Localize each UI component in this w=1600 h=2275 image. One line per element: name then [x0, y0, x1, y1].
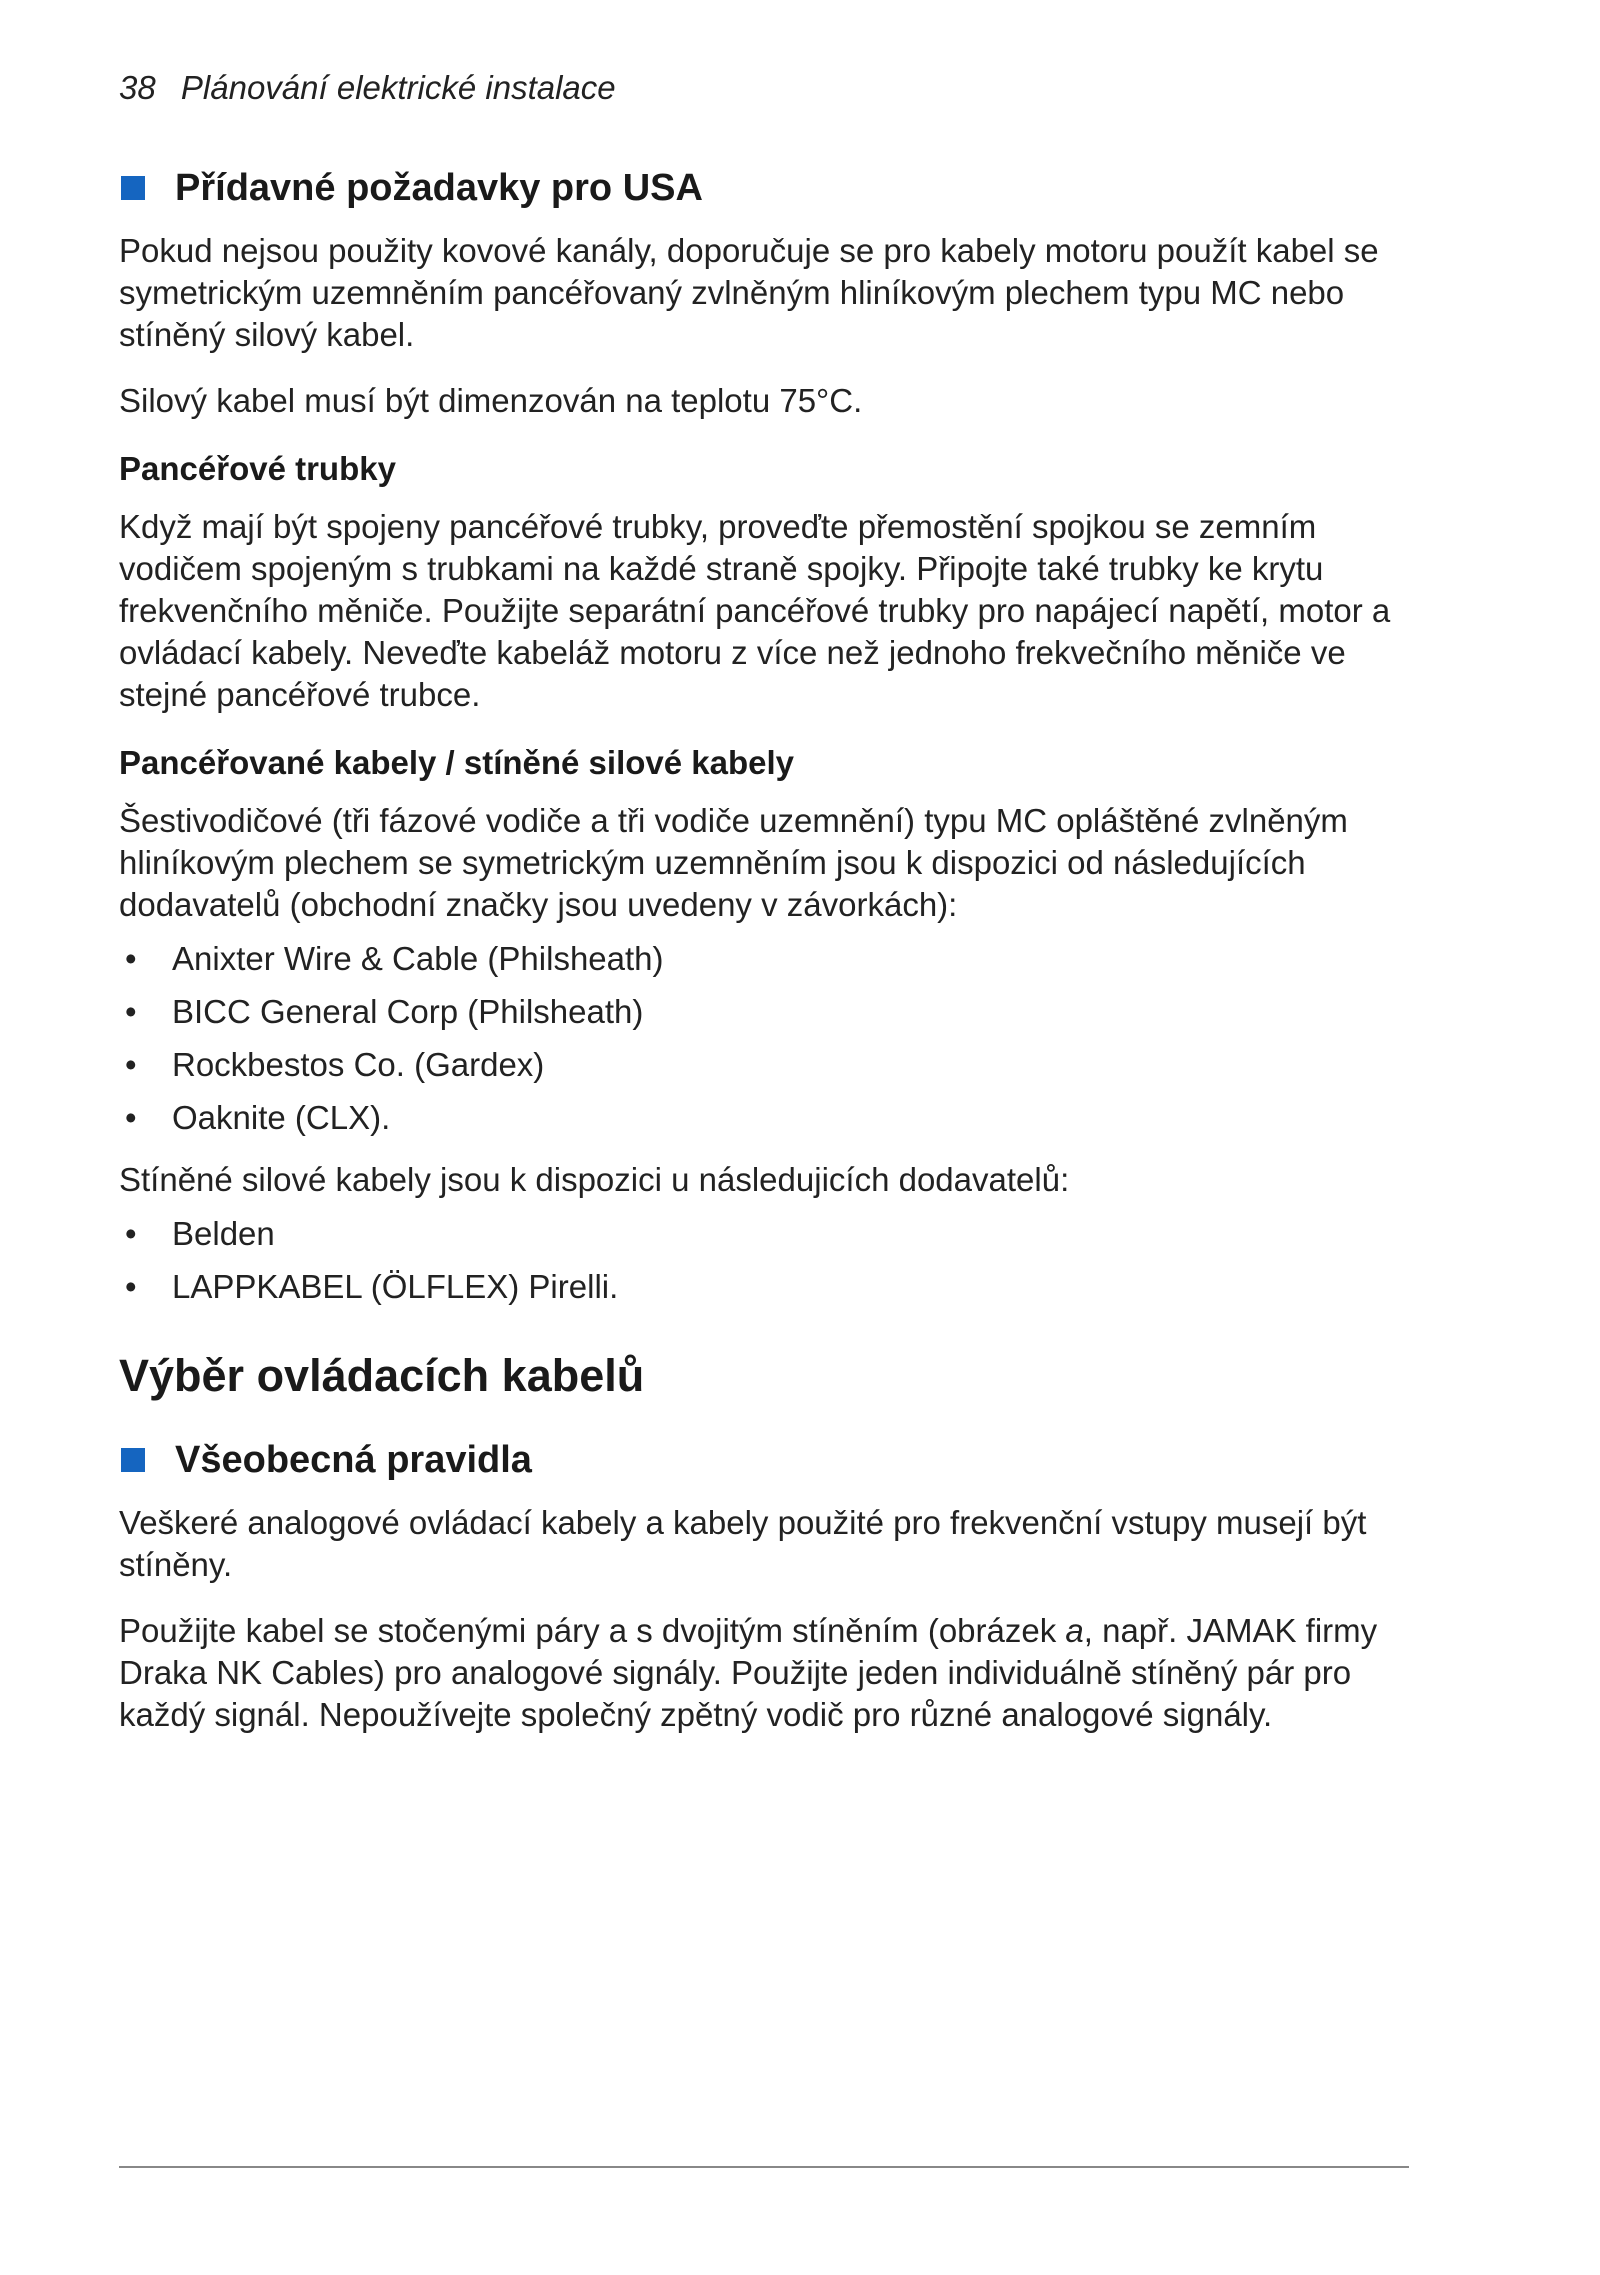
section-heading-general-rules — [119, 1434, 1409, 1486]
square-bullet-icon — [121, 1448, 145, 1472]
paragraph-general-1: Veškeré analogové ovládací kabely a kabely použité pro frekvenční vstupy musejí být stíněny. — [119, 1504, 1367, 1583]
list-item: • Belden — [119, 1213, 1409, 1255]
bullet-icon: • — [125, 1046, 137, 1083]
running-title: Plánování elektrické instalace — [180, 69, 616, 106]
supplier-list — [119, 938, 1409, 1139]
paragraph-general-2: Použijte kabel se stočenými páry a s dvojitým stíněním (obrázek a, např. JAMAK firmy Draka NK Cables) pro analogové signály. Použijte jeden individuálně stíněný pár pro každý signál. Nepoužívejte společný zpětný vodič pro různé analogové signály. — [119, 1612, 1378, 1733]
bullet-icon: • — [125, 1268, 137, 1305]
paragraph-armored-cables: Šestivodičové (tři fázové vodiče a tři vodiče uzemnění) typu MC opláštěné zvlněným hliníkovým plechem se symetrickým uzemněním jsou k dispozici od následujících dodavatelů (obchodní značky jsou uvedeny v závorkách): — [119, 802, 1348, 923]
paragraph-usa-2: Silový kabel musí být dimenzován na teplotu 75°C. — [119, 382, 863, 419]
section-title-usa: Přídavné požadavky pro USA — [175, 167, 703, 209]
section-title-general-rules: Všeobecná pravidla — [175, 1439, 532, 1481]
bullet-icon: • — [125, 993, 137, 1030]
paragraph-usa-1: Pokud nejsou použity kovové kanály, doporučuje se pro kabely motoru použít kabel se symetrickým uzemněním pancéřovaný zvlněným hliníkovým plechem typu MC nebo stíněný silový kabel. — [119, 232, 1379, 353]
document-page — [119, 64, 1409, 1760]
square-bullet-icon — [121, 176, 145, 200]
subheading-armored-cables: Pancéřované kabely / stíněné silové kabely — [119, 744, 795, 781]
footer-divider — [119, 2166, 1409, 2168]
shielded-supplier-list — [119, 1213, 1409, 1308]
list-item: • LAPPKABEL (ÖLFLEX) Pirelli. — [119, 1266, 1409, 1308]
paragraph-shielded-cables: Stíněné silové kabely jsou k dispozici u následujicích dodavatelů: — [119, 1161, 1070, 1198]
list-item: • Anixter Wire & Cable (Philsheath) — [119, 938, 1409, 980]
list-item: • Rockbestos Co. (Gardex) — [119, 1044, 1409, 1086]
subheading-conduit: Pancéřové trubky — [119, 450, 396, 487]
section-heading-usa — [119, 162, 1409, 214]
chapter-title-control-cables: Výběr ovládacích kabelů — [119, 1350, 645, 1401]
bullet-icon: • — [125, 940, 137, 977]
running-header — [119, 64, 1409, 112]
page-number: 38 — [119, 69, 156, 106]
list-item: • BICC General Corp (Philsheath) — [119, 991, 1409, 1033]
paragraph-conduit: Když mají být spojeny pancéřové trubky, proveďte přemostění spojkou se zemním vodičem spojeným s trubkami na každé straně spojky. Připojte také trubky ke krytu frekvenčního měniče. Použijte separátní pancéřové trubky pro napájecí napětí, motor a ovládací kabely. Neveďte kabeláž motoru z více než jednoho frekvečního měniče ve stejné pancéřové trubce. — [119, 508, 1391, 713]
list-item: • Oaknite (CLX). — [119, 1097, 1409, 1139]
bullet-icon: • — [125, 1215, 137, 1252]
bullet-icon: • — [125, 1099, 137, 1136]
